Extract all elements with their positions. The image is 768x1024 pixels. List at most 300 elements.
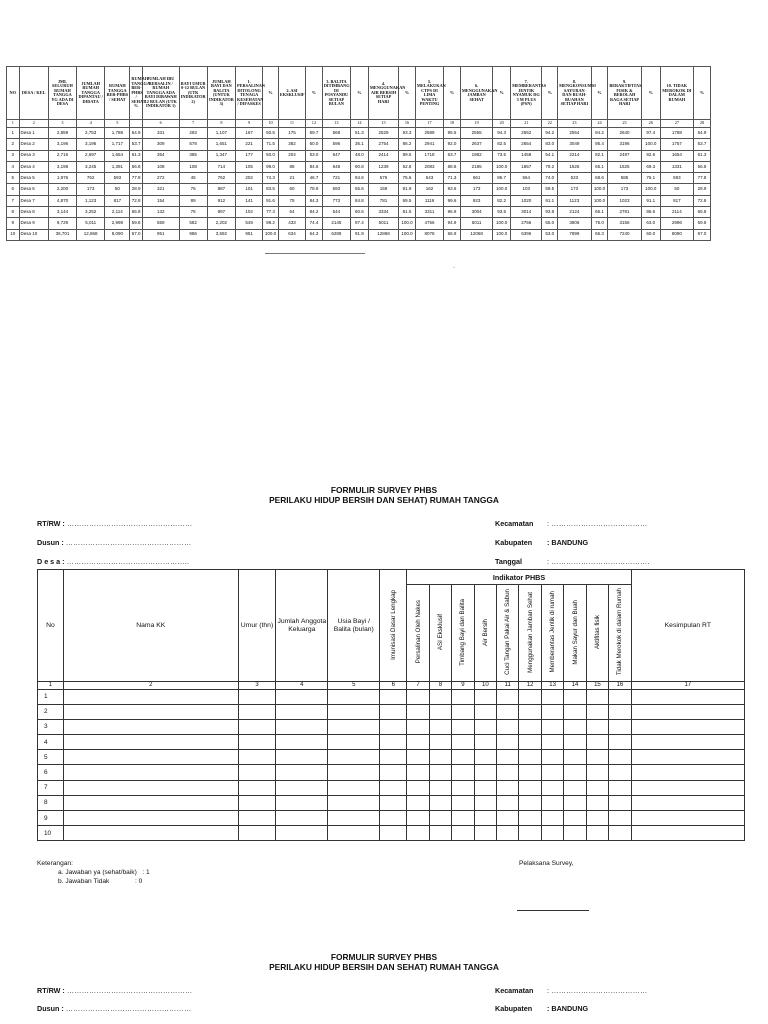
form-entry-cell[interactable] <box>452 704 474 719</box>
form-entry-cell[interactable] <box>564 719 586 734</box>
form-entry-cell[interactable] <box>564 811 586 826</box>
form-entry-cell[interactable] <box>541 795 563 810</box>
indicator-label: Persalinan Oleh Nakes <box>414 600 422 664</box>
form-entry-cell[interactable] <box>497 704 519 719</box>
table-cell: 91.9 <box>399 184 416 195</box>
form-entry-cell[interactable] <box>609 719 631 734</box>
column-number-cell: 26 <box>641 120 660 128</box>
form-entry-cell[interactable] <box>541 735 563 750</box>
table-cell: 92.0 <box>444 139 461 150</box>
form-entry-cell[interactable] <box>429 765 451 780</box>
form2-title-line2: PERILAKU HIDUP BERSIH DAN SEHAT) RUMAH TANGGA <box>269 961 499 972</box>
form-entry-cell[interactable] <box>564 704 586 719</box>
form-entry-cell[interactable] <box>564 780 586 795</box>
table-cell: 762 <box>207 173 235 184</box>
table-cell: 3806 <box>558 218 591 229</box>
pelaksana-survey-label: Pelaksana Survey, <box>519 860 574 867</box>
table-cell: 52.8 <box>399 161 416 172</box>
form-entry-cell[interactable] <box>452 826 474 841</box>
table-cell: 65.8 <box>130 207 143 218</box>
form-entry-cell[interactable] <box>63 780 238 795</box>
table-cell: 6396 <box>511 229 542 240</box>
column-number-row <box>7 120 711 128</box>
table-cell: 94.2 <box>542 128 558 139</box>
table-row <box>7 150 711 161</box>
form-entry-cell[interactable] <box>380 719 407 734</box>
header-cell: RUMAH TANGGA BER-PHBS / SEHAT <box>105 67 130 120</box>
form-entry-cell[interactable] <box>631 795 744 810</box>
form-entry-cell[interactable] <box>609 735 631 750</box>
table-cell: 321 <box>142 184 179 195</box>
form-entry-cell[interactable] <box>541 704 563 719</box>
table-cell: 2756 <box>511 218 542 229</box>
form-entry-cell[interactable] <box>276 704 328 719</box>
form-entry-cell[interactable] <box>631 826 744 841</box>
indicator-label: Tidak Merokok di dalam Rumah <box>616 588 624 676</box>
row-number: 9 <box>38 811 64 826</box>
form-entry-cell[interactable] <box>328 750 380 765</box>
form-entry-cell[interactable] <box>541 750 563 765</box>
form-entry-cell[interactable] <box>328 689 380 704</box>
form-entry-cell[interactable] <box>328 826 380 841</box>
table-cell: 96.9 <box>444 207 461 218</box>
table-cell: 100.0 <box>591 184 608 195</box>
column-number-cell: 1 <box>7 120 20 128</box>
form-entry-cell[interactable] <box>238 811 276 826</box>
table-cell: Desa 1 <box>19 128 48 139</box>
form-title-line1: FORMULIR SURVEY PHBS <box>330 485 438 495</box>
form-entry-cell[interactable] <box>519 826 541 841</box>
form-entry-cell[interactable] <box>609 689 631 704</box>
form-entry-cell[interactable] <box>429 704 451 719</box>
column-number-cell: 5 <box>328 682 380 690</box>
form-entry-cell[interactable] <box>429 795 451 810</box>
form-entry-cell[interactable] <box>429 689 451 704</box>
table-cell: 93.5 <box>493 207 511 218</box>
table-cell: 100.0 <box>641 139 660 150</box>
form-entry-cell[interactable] <box>631 765 744 780</box>
form-entry-cell[interactable] <box>474 750 496 765</box>
table-cell: 79.2 <box>542 161 558 172</box>
form-entry-cell[interactable] <box>452 780 474 795</box>
form-entry-cell[interactable] <box>276 735 328 750</box>
header-cell: 8. MENGKONSUMSI SAYURAN DAN BUAH-BUAHAN SETIAP HARI <box>558 67 591 120</box>
form-entry-cell[interactable] <box>328 704 380 719</box>
form-entry-cell[interactable] <box>497 811 519 826</box>
kecamatan-field <box>495 519 647 528</box>
form-entry-cell[interactable] <box>586 689 608 704</box>
table-cell: 585 <box>608 173 641 184</box>
table-cell: 82.2 <box>493 195 511 206</box>
form-entry-cell[interactable] <box>519 795 541 810</box>
form-entry-cell[interactable] <box>586 735 608 750</box>
header-cell: JML SELURUH RUMAH TANGGA YG ADA DI DESA <box>48 67 76 120</box>
form-entry-cell[interactable] <box>380 689 407 704</box>
form-entry-cell[interactable] <box>609 826 631 841</box>
form-entry-cell[interactable] <box>238 704 276 719</box>
form-entry-cell[interactable] <box>609 704 631 719</box>
table-cell: 63.0 <box>641 218 660 229</box>
table-cell: 69.3 <box>641 161 660 172</box>
form-entry-cell[interactable] <box>474 780 496 795</box>
form-entry-cell[interactable] <box>631 704 744 719</box>
form-entry-cell[interactable] <box>407 719 429 734</box>
form-entry-cell[interactable] <box>452 811 474 826</box>
form-entry-cell[interactable] <box>63 795 238 810</box>
column-number-cell: 9 <box>452 682 474 690</box>
table-cell: Desa 5 <box>19 173 48 184</box>
form-entry-cell[interactable] <box>407 795 429 810</box>
table-cell: 76.1 <box>641 173 660 184</box>
form-entry-cell[interactable] <box>238 750 276 765</box>
form-entry-cell[interactable] <box>497 780 519 795</box>
tanggal-label: Tanggal <box>495 557 523 566</box>
table-cell: 593 <box>660 173 693 184</box>
table-cell: 1526 <box>558 161 591 172</box>
indicator-header-cell <box>474 585 496 682</box>
table-cell: 2,697 <box>77 150 105 161</box>
header-cell: % <box>591 67 608 120</box>
table-cell: 1,717 <box>105 139 130 150</box>
table-cell: 2555 <box>460 128 492 139</box>
table-cell: 93.8 <box>542 207 558 218</box>
table-cell: 2781 <box>608 207 641 218</box>
table-cell: 173 <box>608 184 641 195</box>
form-entry-cell[interactable] <box>609 750 631 765</box>
form-entry-cell[interactable] <box>564 689 586 704</box>
table-cell: 647 <box>322 150 350 161</box>
form-entry-cell[interactable] <box>429 780 451 795</box>
form-entry-cell[interactable] <box>519 750 541 765</box>
form-entry-cell[interactable] <box>276 826 328 841</box>
form2-title-line1: FORMULIR SURVEY PHBS <box>330 952 438 962</box>
rt-rw-field-2 <box>37 986 192 995</box>
form-entry-cell[interactable] <box>541 780 563 795</box>
form-entry-cell[interactable] <box>541 826 563 841</box>
form-entry-cell[interactable] <box>631 811 744 826</box>
phbs-recap-table <box>6 66 711 241</box>
form-entry-cell[interactable] <box>631 780 744 795</box>
table-cell: 3156 <box>608 218 641 229</box>
form-entry-cell[interactable] <box>586 826 608 841</box>
form-entry-cell[interactable] <box>380 780 407 795</box>
form-entry-cell[interactable] <box>380 750 407 765</box>
form-entry-cell[interactable] <box>429 750 451 765</box>
form-entry-cell[interactable] <box>276 795 328 810</box>
form-entry-cell[interactable] <box>474 795 496 810</box>
table-cell: 84.3 <box>306 195 323 206</box>
form-entry-cell[interactable] <box>474 689 496 704</box>
table-cell: 108 <box>179 161 207 172</box>
form-entry-cell[interactable] <box>63 750 238 765</box>
table-cell: 89 <box>179 195 207 206</box>
table-cell: 159 <box>368 184 398 195</box>
form-entry-cell[interactable] <box>380 811 407 826</box>
form-entry-cell[interactable] <box>497 689 519 704</box>
form-entry-cell[interactable] <box>541 719 563 734</box>
table-cell: 100.0 <box>493 229 511 240</box>
form-entry-cell[interactable] <box>519 689 541 704</box>
form-entry-cell[interactable] <box>564 750 586 765</box>
column-number-cell: 10 <box>474 682 496 690</box>
dusun-dots: …………………………………………… <box>65 538 192 547</box>
form-entry-cell[interactable] <box>452 765 474 780</box>
table-cell: 951 <box>236 229 263 240</box>
table-cell: 1,107 <box>207 128 235 139</box>
form-entry-cell[interactable] <box>609 811 631 826</box>
table-cell: 91.1 <box>641 195 660 206</box>
table-cell: 46.7 <box>306 173 323 184</box>
form-entry-cell[interactable] <box>609 795 631 810</box>
table-cell: 83.0 <box>542 139 558 150</box>
table-cell: 102 <box>236 207 263 218</box>
form-entry-cell[interactable] <box>519 780 541 795</box>
table-row <box>7 195 711 206</box>
form-entry-cell[interactable] <box>519 735 541 750</box>
table-cell: 75.6 <box>399 173 416 184</box>
form-entry-cell[interactable] <box>497 795 519 810</box>
indicator-header-cell <box>519 585 541 682</box>
form-entry-cell[interactable] <box>541 811 563 826</box>
form-entry-cell[interactable] <box>407 735 429 750</box>
table-cell: 5 <box>7 173 20 184</box>
kecamatan-value: : ………………………………… <box>547 519 648 528</box>
form-entry-cell[interactable] <box>452 719 474 734</box>
form-entry-cell[interactable] <box>380 704 407 719</box>
form-entry-cell[interactable] <box>238 780 276 795</box>
form-entry-cell[interactable] <box>519 765 541 780</box>
form-entry-cell[interactable] <box>519 811 541 826</box>
form-entry-cell[interactable] <box>631 735 744 750</box>
form-entry-cell[interactable] <box>238 689 276 704</box>
form-entry-cell[interactable] <box>631 750 744 765</box>
form-entry-cell[interactable] <box>63 735 238 750</box>
table-cell: 100.0 <box>641 184 660 195</box>
table-cell: 1239 <box>368 161 398 172</box>
column-number-cell: 2 <box>63 682 238 690</box>
table-cell: 5011 <box>460 218 492 229</box>
table-cell: 2754 <box>368 139 398 150</box>
form-entry-cell[interactable] <box>497 826 519 841</box>
form-entry-cell[interactable] <box>429 719 451 734</box>
form-entry-cell[interactable] <box>238 826 276 841</box>
table-cell: 90.8 <box>351 161 369 172</box>
form-entry-cell[interactable] <box>541 689 563 704</box>
table-cell: 100.0 <box>493 184 511 195</box>
table-cell: 53.0 <box>306 150 323 161</box>
column-number-cell: 15 <box>586 682 608 690</box>
form-entry-cell[interactable] <box>586 795 608 810</box>
form-entry-cell[interactable] <box>328 719 380 734</box>
form-entry-cell[interactable] <box>452 795 474 810</box>
table-cell: 1020 <box>511 195 542 206</box>
header-cell: JUMLAH RUMAH TANGGA DIPANTAU / DIDATA <box>77 67 105 120</box>
form-entry-cell[interactable] <box>519 704 541 719</box>
form-entry-cell[interactable] <box>407 780 429 795</box>
form-entry-cell[interactable] <box>586 811 608 826</box>
table-cell: 101 <box>236 184 263 195</box>
table-cell: 97.4 <box>641 128 660 139</box>
form-entry-cell[interactable] <box>586 765 608 780</box>
table-cell: 3311 <box>415 207 443 218</box>
table-cell: 72.8 <box>130 195 143 206</box>
stray-mark: ▫ <box>453 265 455 271</box>
table-cell: 65.1 <box>591 161 608 172</box>
form-entry-cell[interactable] <box>328 735 380 750</box>
form-entry-cell[interactable] <box>564 735 586 750</box>
table-cell: 8090 <box>660 229 693 240</box>
form-entry-cell[interactable] <box>63 704 238 719</box>
form-entry-cell[interactable] <box>63 719 238 734</box>
table-cell: 64.3 <box>306 229 323 240</box>
table-cell: 923 <box>460 195 492 206</box>
form-entry-cell[interactable] <box>380 826 407 841</box>
form-entry-cell[interactable] <box>497 735 519 750</box>
form-entry-cell[interactable] <box>238 765 276 780</box>
table-cell: 99.6 <box>444 195 461 206</box>
form-entry-cell[interactable] <box>407 811 429 826</box>
table-cell: 74.3 <box>263 173 279 184</box>
column-number-cell: 25 <box>608 120 641 128</box>
table-cell: 50.5 <box>263 128 279 139</box>
form-entry-cell[interactable] <box>407 689 429 704</box>
header-cell: RUMAH TANGGA BER-PHBS / SEHAT % <box>130 67 143 120</box>
form-entry-cell[interactable] <box>564 795 586 810</box>
form-entry-cell[interactable] <box>586 780 608 795</box>
form-entry-cell[interactable] <box>407 826 429 841</box>
form-entry-cell[interactable] <box>452 750 474 765</box>
form-entry-cell[interactable] <box>238 795 276 810</box>
form-entry-cell[interactable] <box>328 765 380 780</box>
header-cell: 5. MELAKUKAN CTPS DI LIMA WAKTU PENTING <box>415 67 443 120</box>
form-entry-cell[interactable] <box>631 719 744 734</box>
form-entry-cell[interactable] <box>474 811 496 826</box>
form-entry-cell[interactable] <box>541 765 563 780</box>
table-cell: 721 <box>322 173 350 184</box>
form-entry-cell[interactable] <box>328 780 380 795</box>
table-cell: 12068 <box>460 229 492 240</box>
form-entry-cell[interactable] <box>474 765 496 780</box>
form-entry-cell[interactable] <box>380 795 407 810</box>
divider-line <box>265 253 365 254</box>
table-cell: 48.0 <box>351 150 369 161</box>
form-entry-cell[interactable] <box>63 765 238 780</box>
form-entry-cell[interactable] <box>276 689 328 704</box>
form-entry-cell[interactable] <box>429 826 451 841</box>
table-cell: 6288 <box>322 229 350 240</box>
form-entry-cell[interactable] <box>63 689 238 704</box>
form-entry-cell[interactable] <box>609 780 631 795</box>
kabupaten-value-2: : BANDUNG <box>547 1004 589 1013</box>
table-cell: 1757 <box>660 139 693 150</box>
form-entry-cell[interactable] <box>497 750 519 765</box>
table-cell: 94.2 <box>591 128 608 139</box>
form-entry-cell[interactable] <box>474 719 496 734</box>
table-cell: 2185 <box>460 161 492 172</box>
header-cell: % <box>641 67 660 120</box>
form-entry-cell[interactable] <box>429 811 451 826</box>
form-entry-cell[interactable] <box>276 811 328 826</box>
desa-dots: ………………………………………….. <box>66 557 190 566</box>
form-entry-cell[interactable] <box>452 735 474 750</box>
indicator-header-cell <box>541 585 563 682</box>
form-entry-cell[interactable] <box>328 811 380 826</box>
table-row <box>7 207 711 218</box>
table-cell: 94.6 <box>351 173 369 184</box>
form-entry-cell[interactable] <box>586 750 608 765</box>
tanggal-field <box>495 557 650 566</box>
table-cell: 693 <box>322 184 350 195</box>
form-entry-cell[interactable] <box>63 811 238 826</box>
form-entry-cell[interactable] <box>586 719 608 734</box>
table-cell: 593 <box>105 173 130 184</box>
table-cell: 1119 <box>415 195 443 206</box>
table-cell: 2589 <box>415 128 443 139</box>
form-entry-cell[interactable] <box>380 765 407 780</box>
table-cell: 2145 <box>322 218 350 229</box>
table-cell: 28.9 <box>130 184 143 195</box>
form-entry-cell[interactable] <box>276 750 328 765</box>
table-cell: 2552 <box>511 128 542 139</box>
form-entry-cell[interactable] <box>238 735 276 750</box>
form-entry-cell[interactable] <box>497 719 519 734</box>
header-cell: JUMLAH IBU BERSALIN / RUMAH TANGGA ADA BAYI DIBAWAH 12 BULAN (UTK INDIKATOR 1) <box>142 67 179 120</box>
table-cell: 167 <box>236 128 263 139</box>
form-entry-cell[interactable] <box>586 704 608 719</box>
table-cell: 1023 <box>608 195 641 206</box>
form-entry-cell[interactable] <box>407 704 429 719</box>
table-cell: 95.4 <box>591 139 608 150</box>
form-entry-cell[interactable] <box>519 719 541 734</box>
table-cell: 204 <box>278 150 305 161</box>
form-entry-cell[interactable] <box>631 689 744 704</box>
table-cell: 582 <box>179 218 207 229</box>
table-cell: 385 <box>179 150 207 161</box>
form-entry-cell[interactable] <box>63 826 238 841</box>
column-number-cell: 4 <box>276 682 328 690</box>
form-entry-cell[interactable] <box>276 780 328 795</box>
form-entry-cell[interactable] <box>276 765 328 780</box>
table-cell: Desa 8 <box>19 207 48 218</box>
header-cell: % <box>306 67 323 120</box>
table-cell: 173 <box>460 184 492 195</box>
table-cell: 88 <box>278 161 305 172</box>
form-entry-cell[interactable] <box>474 704 496 719</box>
form-entry-cell[interactable] <box>474 826 496 841</box>
table-cell: 912 <box>207 195 235 206</box>
table-cell: 2497 <box>608 150 641 161</box>
form-entry-cell[interactable] <box>497 765 519 780</box>
form-entry-cell[interactable] <box>380 735 407 750</box>
form-entry-cell[interactable] <box>407 750 429 765</box>
column-number-cell: 14 <box>564 682 586 690</box>
form-entry-cell[interactable] <box>429 735 451 750</box>
table-cell: 95.5 <box>444 128 461 139</box>
table-row <box>7 139 711 150</box>
form-entry-cell[interactable] <box>407 765 429 780</box>
table-cell: 100.0 <box>399 218 416 229</box>
form-entry-cell[interactable] <box>276 719 328 734</box>
form-entry-cell[interactable] <box>328 795 380 810</box>
form-title-line2: PERILAKU HIDUP BERSIH DAN SEHAT) RUMAH TANGGA <box>269 494 499 505</box>
form-entry-cell[interactable] <box>238 719 276 734</box>
form-entry-cell[interactable] <box>564 826 586 841</box>
form-entry-cell[interactable] <box>564 765 586 780</box>
table-cell: 154 <box>142 195 179 206</box>
form-entry-cell[interactable] <box>452 689 474 704</box>
form-entry-cell[interactable] <box>474 735 496 750</box>
form-entry-cell[interactable] <box>609 765 631 780</box>
